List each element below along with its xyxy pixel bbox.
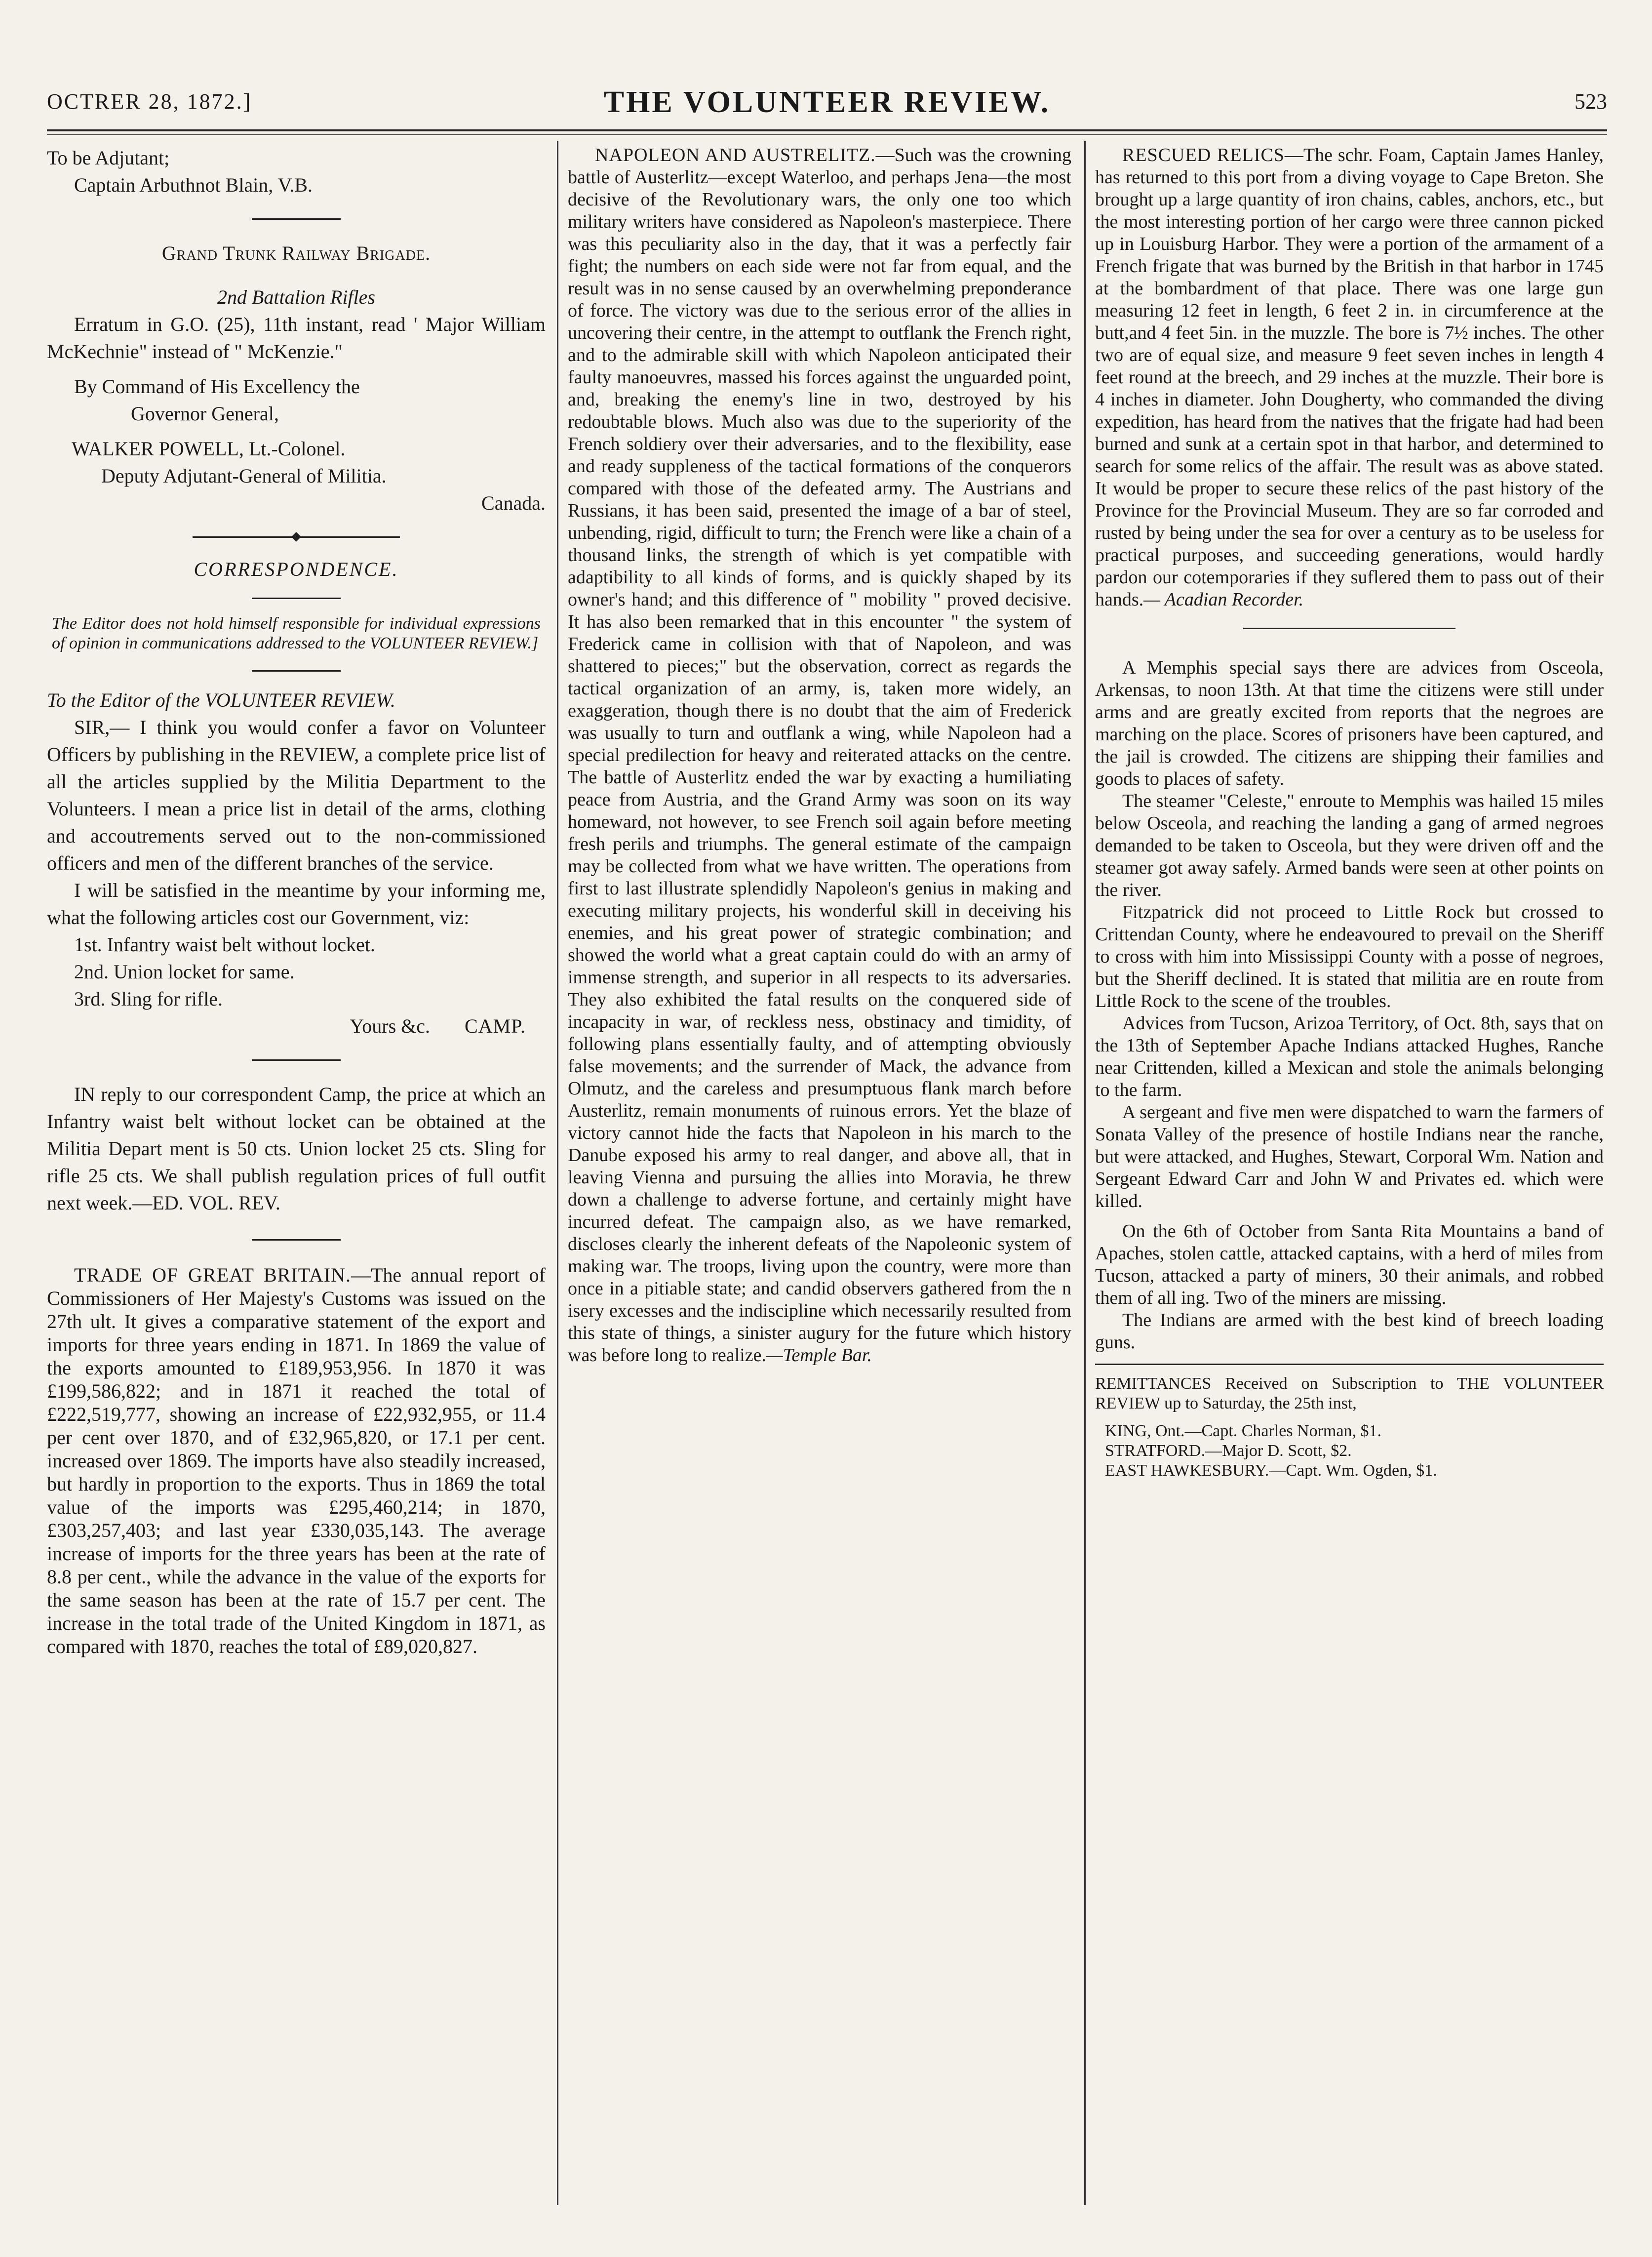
column-middle bbox=[568, 144, 1071, 2243]
erratum-text: Erratum in G.O. (25), 11th instant, read ' Major William McKechnie" instead of " McKenzie." bbox=[47, 313, 546, 363]
editor-disclaimer: The Editor does not hold himself responsible for individual expressions of opinion in communications addressed to the VOLUNTEER REVIEW.] bbox=[52, 614, 541, 652]
relics-title: RESCUED RELICS bbox=[1122, 145, 1285, 165]
memphis-paragraph: Fitzpatrick did not proceed to Little Rock but crossed to Crittendan County, where he endeavoured to prevail on the Sheriff to cross with him into Mississippi County with a posse of negroes, but the Sheriff declined. It is stated that militia are en route from Little Rock to the scene of the troubles. bbox=[1095, 902, 1604, 1011]
masthead-rule-thin bbox=[47, 134, 1607, 135]
letter-paragraph: I will be satisfied in the meantime by your informing me, what the following articles cost our Government, viz: bbox=[47, 879, 546, 928]
letter-salutation: To the Editor of the VOLUNTEER REVIEW. bbox=[47, 689, 395, 711]
napoleon-title: NAPOLEON AND AUSTRELITZ. bbox=[595, 145, 876, 165]
letter-item: 2nd. Union locket for same. bbox=[74, 961, 295, 983]
section-rule bbox=[1243, 628, 1455, 629]
trade-article bbox=[47, 1263, 546, 1658]
remittances-box bbox=[1095, 1374, 1604, 1481]
trade-body: —The annual report of Commissioners of Her Majesty's Customs was issued on the 27th ult. It gives a comparative statement of the export and imports for three years ending in 1871. In 1869 the value of the exports amounted to £189,953,956. In 1870 it was £199,586,822; and in 1871 it reached the total of £222,519,777, showing an increase of £22,932,955, or 11.4 per cent over 1870, and of £32,965,820, or 17.1 per cent. increased over 1869. The imports have also steadily increased, but hardly in proportion to the exports. Thus in 1869 the total value of the imports was £295,460,214; in 1870, £303,257,403; and last year £330,035,143. The average increase of imports for the three years has been at the rate of 8.8 per cent., while the advance in the value of the exports for the same season has been at the rate of 15.7 per cent. The increase in the total trade of the United Kingdom in 1871, as compared with 1870, reaches the total of £89,020,827. bbox=[47, 1264, 546, 1657]
remittance-entry: KING, Ont.—Capt. Charles Norman, $1. bbox=[1105, 1422, 1381, 1440]
editor-reply: IN reply to our correspondent Camp, the price at which an Infantry waist belt without locket can be obtained at the Militia Depart ment is 50 cts. Union locket 25 cts. Sling for rifle 25 cts. We shall publish regulation prices of full outfit next week.—ED. VOL. REV. bbox=[47, 1083, 546, 1214]
adjutant-heading: To be Adjutant; bbox=[47, 147, 170, 169]
adjutant-name: Captain Arbuthnot Blain, V.B. bbox=[74, 174, 313, 196]
section-rule bbox=[193, 536, 400, 538]
remittances-header: REMITTANCES Received on Subscription to THE VOLUNTEER REVIEW up to Saturday, the 25th inst, bbox=[1095, 1374, 1604, 1412]
column-right bbox=[1095, 144, 1604, 2243]
memphis-paragraph: A Memphis special says there are advices from Osceola, Arkensas, to noon 13th. At that time the citizens were still under arms and are greatly excited from reports that the negroes are marching on the place. Scores of prisoners have been captured, and the jail is crowded. The citizens are shipping their families and goods to places of safety. bbox=[1095, 657, 1604, 789]
section-rule bbox=[252, 1239, 341, 1241]
correspondence-heading: CORRESPONDENCE. bbox=[194, 558, 399, 580]
newspaper-title: THE VOLUNTEER REVIEW. bbox=[603, 85, 1051, 119]
masthead bbox=[47, 85, 1607, 123]
letter-signoff bbox=[47, 1012, 546, 1040]
letter-paragraph: SIR,— I think you would confer a favor on Volunteer Officers by publishing in the REVIEW, a complete price list of all the articles supplied by the Militia Department to the Volunteers. I mean a price list in detail of the arms, clothing and accoutrements served out to the non-commissioned officers and men of the different branches of the service. bbox=[47, 716, 546, 874]
memphis-paragraph: On the 6th of October from Santa Rita Mountains a band of Apaches, stolen cattle, attacked captains, with a herd of miles from Tucson, attacked a party of miners, 30 their animals, and robbed them of all ing. Two of the miners are missing. bbox=[1095, 1221, 1604, 1308]
letter-item: 1st. Infantry waist belt without locket. bbox=[74, 933, 375, 956]
section-rule bbox=[252, 218, 341, 220]
letter-item: 3rd. Sling for rifle. bbox=[74, 988, 223, 1010]
memphis-paragraph: A sergeant and five men were dispatched to warn the farmers of Sonata Valley of the presence of hostile Indians near the ranche, but were attacked, and Hughes, Stewart, Corporal Wm. Nation and Sergeant Edward Carr and John W and Privates ed. which were killed. bbox=[1095, 1102, 1604, 1211]
column-left bbox=[47, 144, 546, 2243]
napoleon-body: —Such was the crowning battle of Austerlitz—except Waterloo, and perhaps Jena—the most decisive of the Revolutionary wars, the only one too which military writers have considered as Napoleon's masterpiece. There was this peculiarity also in the day, that it was a perfectly fair fight; the numbers on each side were not far from equal, and the result was in no sense caused by an overwhelming preponderance of force. The victory was due to the serious error of the allies in uncovering their centre, in the attempt to outflank the French right, and to the admirable skill with which Napoleon anticipated their faulty manoeuvres, massed his forces against the unguarded point, and, breaking the enemy's line in two, destroyed by his redoubtable blows. Much also was due to the superiority of the French soldiery over their adversaries, and to the flexibility, ease and ready suppleness of the tactical formations of the conquerors compared with those of the defeated army. The Austrians and Russians, it has been said, presented the image of a bar of steel, unbending, rigid, difficult to turn; the French were like a chain of a thousand links, the strength of which is yet compatible with adaptibility to all kinds of forms, and is quickly shaped by its owner's hand; and this difference of " mobility " proved decisive. It has also been remarked that in this encounter " the system of Frederick came in collision with that of Napoleon, and was shattered to pieces;" but the observation, correct as regards the tactical organization of an army, is, taken more widely, an exaggeration, though there is no doubt that the aim of Frederick was usually to turn and outflank a wing, while Napoleon had a special predilection for heavy and reiterated attacks on the centre. The battle of Austerlitz ended the war by exacting a humiliating peace from Austria, and the Grand Army was soon on its way homeward, not however, to see French soil again before meeting fresh perils and triumphs. The general estimate of the campaign may be collected from what we have written. The operations from first to last illustrate splendidly Napoleon's genius in making and executing military projects, his wonderful skill in deceiving his enemies, and his great power of strategic combination; and showed the world what a great captain could do with an army of immense strength, and superior in all respects to its adversaries. They also exhibited the fatal results on the conquered side of incapacity in war, of reckless ness, obstinacy and timidity, of following plans essentially faulty, and of attempting obviously false movements; and the surrender of Mack, the advance from Olmutz, and the careless and presumptuous flank march before Austerlitz, remain monuments of ruinous errors. Yet the blaze of victory cannot hide the facts that Napoleon in his march to the Danube exposed his army to real danger, and above all, that in leaving Vienna and pursuing the allies into Moravia, he threw down a challenge to adverse fortune, and certainly might have incurred defeat. The campaign also, as we have remarked, discloses clearly the inherent defeats of the Napoleonic system of making war. The troops, living upon the country, were more than once in a pitiable state; and candid observers gathered from the n isery excesses and the indiscipline which necessarily resulted from this state of things, a sinister augury for the future which history was before long to realize. bbox=[568, 145, 1071, 1366]
issue-date: OCTRER 28, 1872.] bbox=[47, 89, 252, 114]
battalion-heading: 2nd Battalion Rifles bbox=[217, 286, 375, 308]
relics-article bbox=[1095, 144, 1604, 611]
command-line: By Command of His Excellency the bbox=[74, 375, 360, 398]
trade-title: TRADE OF GREAT BRITAIN. bbox=[74, 1264, 351, 1286]
brigade-heading: Grand Trunk Railway Brigade. bbox=[161, 242, 431, 264]
napoleon-article bbox=[568, 144, 1071, 1367]
page-number: 523 bbox=[1574, 89, 1607, 114]
column-divider bbox=[557, 141, 558, 2205]
letter-closing: Yours &c. bbox=[350, 1015, 431, 1037]
section-rule bbox=[1095, 1364, 1604, 1365]
memphis-paragraph: Advices from Tucson, Arizoa Territory, of Oct. 8th, says that on the 13th of September Apache Indians attacked Hughes, Ranche near Crittenden, killed a Mexican and stole the animals belonging to the farm. bbox=[1095, 1013, 1604, 1100]
remittance-entry: EAST HAWKESBURY.—Capt. Wm. Ogden, $1. bbox=[1105, 1461, 1437, 1480]
relics-body: —The schr. Foam, Captain James Hanley, has returned to this port from a diving voyage to Cape Breton. She brought up a large quantity of iron chains, cables, anchors, etc., but the most interesting portion of her cargo were three cannon picked up in Louisburg Harbor. They were a portion of the armament of a French frigate that was burned by the British in that harbor in 1745 at the bombardment of that place. There was one large gun measuring 12 feet in length, 6 feet 2 in. in circumference at the butt,and 4 feet 5in. in the muzzle. The bore is 7½ inches. The other two are of equal size, and measure 9 feet seven inches in length 4 feet round at the breech, and 29 inches at the muzzle. Their bore is 4 inches in diameter. John Dougherty, who commanded the diving expedition, has heard from the natives that the frigate had had been burned and sunk at a certain spot in that harbor, and determined to search for some relics of the affair. The result was as above stated. It would be proper to secure these relics of the past history of the Province for the Provincial Museum. They are so far corroded and rusted by being under the sea for over a century as to be useless for practical purposes, and succeeding generations, would hardly pardon our cotemporaries if they suflered them to pass out of their hands. bbox=[1095, 145, 1604, 610]
memphis-paragraph: The Indians are armed with the best kind of breech loading guns. bbox=[1095, 1310, 1604, 1353]
signatory-title: Deputy Adjutant-General of Militia. bbox=[101, 465, 387, 487]
napoleon-source: —Temple Bar. bbox=[766, 1345, 872, 1366]
masthead-rule bbox=[47, 129, 1607, 131]
memphis-paragraph: The steamer "Celeste," enroute to Memphis was hailed 15 miles below Osceola, and reaching the landing a gang of armed negroes demanded to be taken to Osceola, but they were driven off and the steamer got away safely. Armed bands were seen at other points on the river. bbox=[1095, 791, 1604, 900]
remittance-entry: STRATFORD.—Major D. Scott, $2. bbox=[1105, 1442, 1352, 1460]
signatory-name: WALKER POWELL, Lt.-Colonel. bbox=[72, 438, 346, 460]
signatory-location: Canada. bbox=[481, 492, 546, 514]
letter-signature: CAMP. bbox=[465, 1015, 526, 1037]
section-rule bbox=[252, 1059, 341, 1061]
section-rule bbox=[252, 598, 341, 599]
governor-line: Governor General, bbox=[131, 403, 279, 425]
section-rule bbox=[252, 670, 341, 672]
column-divider bbox=[1084, 141, 1086, 2205]
relics-source: — Acadian Recorder. bbox=[1143, 589, 1304, 610]
